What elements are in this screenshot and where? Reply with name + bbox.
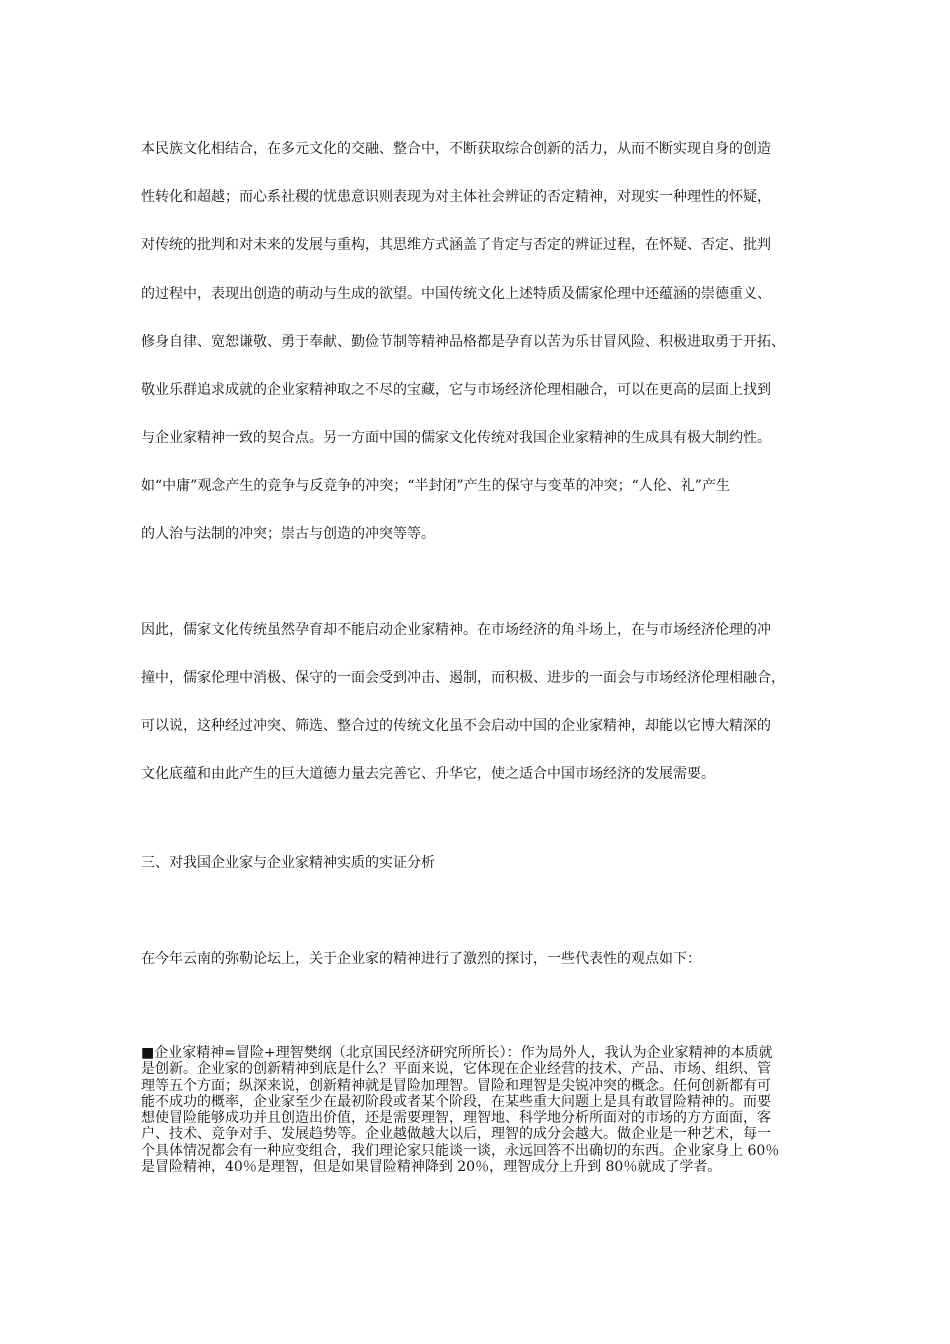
text-line: 的人治与法制的冲突；崇古与创造的冲突等等。 (141, 526, 435, 542)
intro-paragraph: 在今年云南的弥勒论坛上，关于企业家的精神进行了激烈的探讨，一些代表性的观点如下： (141, 951, 701, 967)
text-line: 想使冒险能够成功并且创造出价值，还是需要理智，理智地、科学地分析所面对的市场的方方面面，客 (141, 1110, 771, 1127)
text-line: 敬业乐群追求成就的企业家精神取之不尽的宝藏，它与市场经济伦理相融合，可以在更高的层面上找到 (141, 382, 771, 398)
text-line: 个具体情况都会有一种应变组合，我们理论家只能谈一谈，永远回答不出确切的东西。企业家身上 60％ (141, 1142, 780, 1159)
text-line: 如“中庸”观念产生的竞争与反竞争的冲突；“半封闭”产生的保守与变革的冲突；“人伦、礼”产生 (141, 478, 730, 494)
text-line: 与企业家精神一致的契合点。另一方面中国的儒家文化传统对我国企业家精神的生成具有极大制约性。 (141, 430, 771, 446)
quote-block (141, 1045, 821, 1175)
text-line: 性转化和超越；而心系社稷的忧患意识则表现为对主体社会辨证的否定精神，对现实一种理性的怀疑， (141, 189, 771, 205)
section-heading: 三、对我国企业家与企业家精神实质的实证分析 (141, 855, 435, 871)
text-line: 是创新。企业家的创新精神到底是什么？平面来说，它体现在企业经营的技术、产品、市场、组织、管 (141, 1061, 771, 1078)
text-line: 撞中，儒家伦理中消极、保守的一面会受到冲击、遏制，而积极、进步的一面会与市场经济伦理相融合， (141, 670, 785, 686)
text-line: 是冒险精神，40％是理智，但是如果冒险精神降到 20％，理智成分上升到 80％就成了学者。 (141, 1159, 722, 1176)
text-line: 本民族文化相结合，在多元文化的交融、整合中，不断获取综合创新的活力，从而不断实现自身的创造 (141, 141, 771, 157)
text-line: 的过程中，表现出创造的萌动与生成的欲望。中国传统文化上述特质及儒家伦理中还蕴涵的崇德重义、 (141, 286, 771, 302)
text-line: 能不成功的概率，企业家至少在最初阶段或者某个阶段，在某些重大问题上是具有敢冒险精神的。而要 (141, 1093, 771, 1110)
text-line: 对传统的批判和对未来的发展与重构，其思维方式涵盖了肯定与否定的辨证过程，在怀疑、否定、批判 (141, 237, 771, 253)
text-line: ■企业家精神=冒险+理智樊纲（北京国民经济研究所所长）：作为局外人，我认为企业家精神的本质就 (141, 1045, 773, 1061)
text-line: 文化底蕴和由此产生的巨大道德力量去完善它、升华它，使之适合中国市场经济的发展需要。 (141, 766, 715, 782)
text-line: 可以说，这种经过冲突、筛选、整合过的传统文化虽不会启动中国的企业家精神，却能以它博大精深的 (141, 718, 771, 734)
text-line: 户、技术、竞争对手、发展趋势等。企业越做越大以后，理智的成分会越大。做企业是一种艺术，每一 (141, 1126, 771, 1143)
text-line: 理等五个方面；纵深来说，创新精神就是冒险加理智。冒险和理智是尖锐冲突的概念。任何创新都有可 (141, 1077, 771, 1094)
text-line: 因此，儒家文化传统虽然孕育却不能启动企业家精神。在市场经济的角斗场上，在与市场经济伦理的冲 (141, 622, 771, 638)
text-line: 修身自律、宽恕谦敬、勇于奉献、勤俭节制等精神品格都是孕育以苦为乐甘冒风险、积极进取勇于开拓、 (141, 334, 785, 350)
